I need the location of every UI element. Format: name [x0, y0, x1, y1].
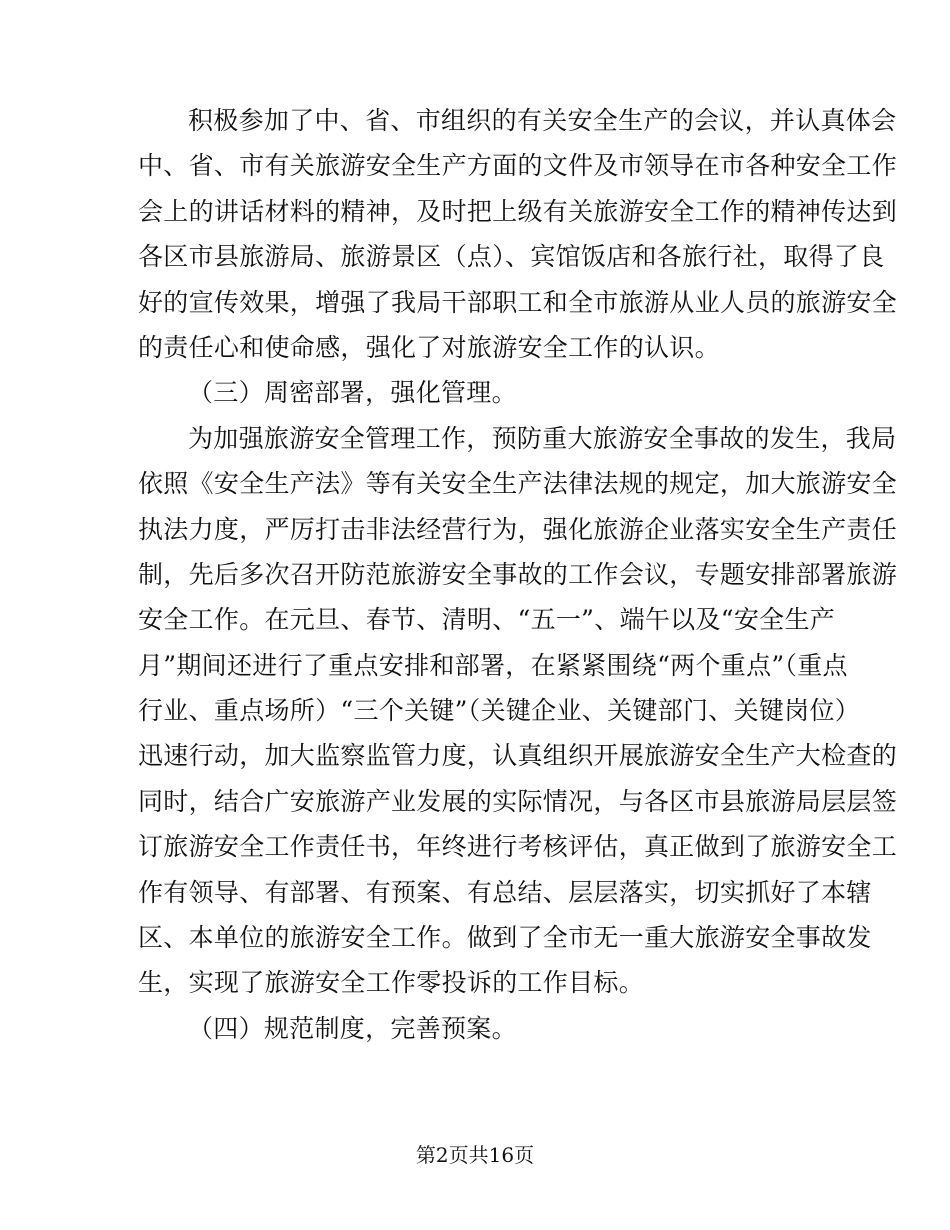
paragraph-line: 行业、重点场所）“三个关键”（关键企业、关键部门、关键岗位） — [138, 696, 861, 726]
page-number-footer: 第2页共16页 — [415, 1143, 535, 1167]
paragraph-line: 同时，结合广安旅游产业发展的实际情况，与各区市县旅游局层层签 — [138, 786, 898, 816]
paragraph-line: 中、省、市有关旅游安全生产方面的文件及市领导在市各种安全工作 — [138, 151, 898, 181]
paragraph-line: 执法力度，严厉打击非法经营行为，强化旅游企业落实安全生产责任 — [138, 514, 898, 544]
paragraph-line: 安全工作。在元旦、春节、清明、“五一”、端午以及“安全生产 — [138, 605, 836, 635]
paragraph-line: 好的宣传效果，增强了我局干部职工和全市旅游从业人员的旅游安全 — [138, 287, 898, 317]
section-heading: （三）周密部署，强化管理。 — [188, 378, 517, 408]
paragraph-line: 生，实现了旅游安全工作零投诉的工作目标。 — [138, 968, 645, 998]
paragraph-line: 依照《安全生产法》等有关安全生产法律法规的规定，加大旅游安全 — [138, 469, 898, 499]
paragraph-line: 作有领导、有部署、有预案、有总结、层层落实，切实抓好了本辖 — [138, 877, 872, 907]
body-text — [138, 98, 898, 1051]
paragraph-line: 会上的讲话材料的精神，及时把上级有关旅游安全工作的精神传达到 — [138, 196, 898, 226]
paragraph-line: 为加强旅游安全管理工作，预防重大旅游安全事故的发生，我局 — [188, 423, 897, 453]
paragraph-line: 月”期间还进行了重点安排和部署，在紧紧围绕“两个重点”（重点 — [138, 650, 848, 680]
paragraph-line: 的责任心和使命感，强化了对旅游安全工作的认识。 — [138, 332, 720, 362]
paragraph-line: 制，先后多次召开防范旅游安全事故的工作会议，专题安排部署旅游 — [138, 559, 898, 589]
paragraph-line: 迅速行动，加大监察监管力度，认真组织开展旅游安全生产大检查的 — [138, 741, 898, 771]
paragraph-line: 区、本单位的旅游安全工作。做到了全市无一重大旅游安全事故发 — [138, 923, 872, 953]
section-heading: （四）规范制度，完善预案。 — [188, 1013, 517, 1043]
paragraph-line: 积极参加了中、省、市组织的有关安全生产的会议，并认真体会 — [188, 106, 897, 135]
paragraph-line: 各区市县旅游局、旅游景区（点）、宾馆饭店和各旅行社，取得了良 — [138, 242, 885, 272]
paragraph-line: 订旅游安全工作责任书，年终进行考核评估，真正做到了旅游安全工 — [138, 832, 898, 862]
